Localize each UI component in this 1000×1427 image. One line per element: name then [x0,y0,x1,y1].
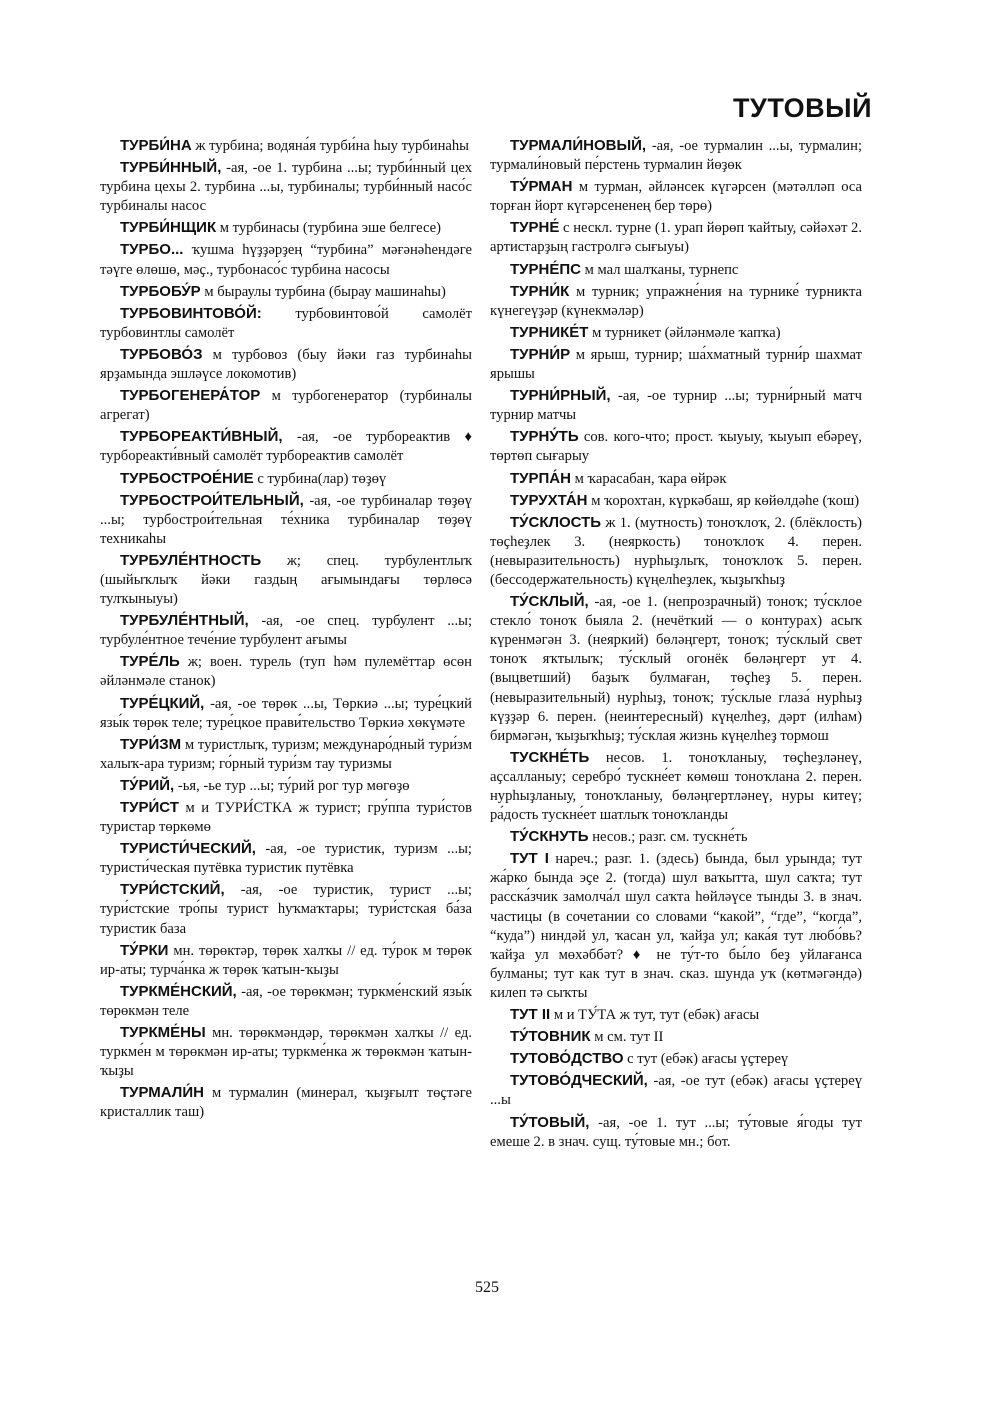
entry-headword: ТУРИСТИ́ЧЕСКИЙ, [120,840,256,858]
dictionary-entry [490,1005,862,1025]
entry-headword: ТУРБОВО́З [120,345,203,363]
entry-headword: ТУТОВО́ДСТВО [510,1050,624,1068]
entry-definition: м турбинасы (турбина эше белгесе) [219,220,441,237]
entry-definition: м и ТУ́ТА ж тут, тут (ебәк) ағасы [553,1007,760,1024]
entry-headword: ТУ́ТОВНИК [510,1028,591,1046]
entry-definition: -ья, -ье тур ...ы; ту́рий рог тур мөгөҙө [177,777,410,794]
entry-headword: ТУТ II [510,1006,551,1024]
entry-definition: -ая, -ое турмалин ...ы, турмалин; турмали́новый пе́рстень турмалин йөҙөк [490,138,862,174]
entry-definition: м турбогенератор (турбиналы агрегат) [100,388,472,424]
dictionary-entry [100,1023,472,1081]
entry-definition: -ая, -ое 1. (непрозрачный) тоноҡ; ту́склое стекло́ тоноҡ быяла 2. (нечёткий — о контурах) асыҡ күренмәгән 3. (неяркий) бөләңгерт, тоноҡ; ту́склый свет тоноҡ яҡтылыҡ; ту́склый огонёк бөләңгерт ут 4. (выцветший) баҙыҡ булмаған, төҫһеҙ 5. перен. (невыразительный) нурһыҙ, тоноҡ; ту́склые глаза́ нурһыҙ күҙҙәр 6. перен. (неинтересный) күңелһеҙ, дәрт (илһам) бирмәгән, ҡыҙыҡһыҙ; ту́склая жизнь күңелһеҙ тормош [490,594,862,744]
dictionary-entry [490,345,862,384]
entry-headword: ТУРУХТА́Н [510,491,588,509]
dictionary-entry [490,592,862,746]
entry-headword: ТУ́СКЛЫЙ, [510,593,589,611]
dictionary-entry [490,748,862,825]
dictionary-entry [100,491,472,549]
entry-headword: ТУРПА́Н [510,469,571,487]
dictionary-entry [490,1113,862,1152]
entry-headword: ТУТ I [510,850,549,868]
dictionary-entry [100,839,472,878]
entry-definition: с нескл. турне (1. урап йөрөп ҡайтыу, сәйәхәт 2. артистарҙың гастролгә сығыуы) [490,220,862,256]
entry-definition: -ая, -ое турнир ...ы; турни́рный матч турнир матчы [490,388,862,424]
dictionary-entry [100,941,472,980]
dictionary-entry [490,491,862,511]
entry-definition: -ая, -ое тут (ебәк) ағасы үҫтереү ...ы [490,1073,862,1109]
dictionary-entry [100,386,472,425]
dictionary-entry [490,827,862,847]
entry-definition: ҡушма һүҙҙәрҙең “турбина” мәғәнәһендәге тәүге өлөшө, мәҫ., турбонасо́с турбина насосы [100,242,472,278]
entry-definition: м см. тут II [594,1029,664,1046]
entry-definition: м турмалин (минерал, ҡыҙғылт төҫтәге кристаллик таш) [100,1085,472,1121]
entry-headword: ТУ́СКЛОСТЬ [510,513,602,531]
entry-headword: ТУСКНЕ́ТЬ [510,748,590,766]
entry-definition: -ая, -ое турбиналар төҙөү ...ы; турбострои́тельная те́хника турбиналар төҙөү техникаһы [100,492,472,547]
dictionary-entry [490,260,862,280]
entry-definition: м ярыш, турнир; ша́хматный турни́р шахмат ярышы [490,346,862,383]
dictionary-entry [490,282,862,321]
entry-definition: м турман, әйләнсек күгәрсен (мәтәлләп оса торған йорт күгәрсененең бер төрө) [490,179,862,215]
dictionary-entry [100,218,472,238]
dictionary-entry [490,136,862,175]
dictionary-entry [100,735,472,774]
right-column [490,136,862,1154]
dictionary-entry [490,513,862,590]
dictionary-entry [100,136,472,156]
entry-definition: м ҡорохтан, күркәбаш, яр көйөлдәһе (ҡош) [591,492,860,509]
entry-definition: -ая, -ое турбореактив ♦ турбореакти́вный самолёт турбореактив самолёт [100,429,472,465]
entry-headword: ТУРНИ́К [510,282,570,300]
entry-headword: ТУРНЕ́ПС [510,260,581,278]
entry-headword: ТУРБОВИНТОВО́Й: [120,304,262,322]
entry-definition: -ая, -ое туристик, туризм ...ы; туристи́ческая путёвка туристик путёвка [100,841,472,877]
entry-definition: -ая, -ое төрөкмән; туркме́нский язы́к төрөкмән теле [100,983,472,1019]
dictionary-entry [100,880,472,938]
dictionary-entry [100,982,472,1021]
entry-headword: ТУРБОСТРОЕ́НИЕ [120,469,254,487]
entry-headword: ТУРНИКЕ́Т [510,323,589,341]
entry-headword: ТУ́РКИ [120,941,169,959]
dictionary-entry [490,386,862,425]
entry-definition: м и ТУРИ́СТКА ж турист; гру́ппа тури́стов туристар төркөмө [100,800,472,836]
entry-definition: -ая, -ое 1. тут ...ы; ту́товые я́годы тут емеше 2. в знач. сущ. ту́товые мн.; бот. [490,1114,862,1150]
entry-definition: -ая, -ое спец. турбулент ...ы; турбуле́нтное тече́ние турбулент ағымы [100,613,472,649]
entry-headword: ТУРБУЛЕ́НТНОСТЬ [120,551,262,569]
dictionary-entry [100,427,472,466]
entry-definition: с турбина(лар) төҙөү [257,470,387,487]
entry-definition: ж; спец. турбулентлыҡ (шыйыҡлыҡ йәки газдың ағымындағы төрлөсә тулҡыныуы) [100,552,472,608]
entry-definition: -ая, -ое 1. турбина ...ы; турби́нный цех турбина цехы 2. турбина ...ы, турбиналы; турби́нный насо́с турбиналы насос [100,160,472,215]
dictionary-entry [490,323,862,343]
entry-headword: ТУРМАЛИ́Н [120,1084,204,1102]
entry-definition: с тут (ебәк) ағасы үҫтереү [627,1051,789,1068]
entry-headword: ТУРНЕ́ [510,219,560,237]
entry-headword: ТУРЕ́ЛЬ [120,653,180,671]
entry-headword: ТУРИ́СТ [120,799,179,816]
dictionary-entry [100,611,472,650]
entry-headword: ТУРБОСТРОИ́ТЕЛЬНЫЙ, [120,491,304,509]
dictionary-entry [490,1071,862,1110]
entry-headword: ТУРБОРЕАКТИ́ВНЫЙ, [120,428,283,446]
dictionary-entry [490,177,862,216]
entry-definition: -ая, -ое төрөк ...ы, Төркиә ...ы; туре́цкий язы́к төрөк теле; туре́цкое прави́тельство Төркиә хөкүмәте [100,695,472,731]
entry-definition: сов. кого-что; прост. ҡыуыу, ҡыуып ебәреү, төртөп сығарыу [490,429,862,465]
left-column [100,136,472,1125]
entry-definition: м быраулы турбина (бырау машинаһы) [204,283,446,300]
entry-headword: ТУРБУЛЕ́НТНЫЙ, [120,612,249,630]
running-head: ТУТОВЫЙ [733,93,872,123]
dictionary-entry [100,304,472,343]
entry-definition: турбовинтово́й самолёт турбовинтлы самолёт [100,305,472,341]
dictionary-entry [100,694,472,733]
entry-headword: ТУРКМЕ́НЫ [120,1024,206,1042]
entry-headword: ТУРМАЛИ́НОВЫЙ, [510,137,647,154]
entry-headword: ТУРБИ́НА [120,137,192,154]
entry-definition: ж; воен. турель (туп һәм пулемёттар өсөн әйләнмәле станок) [100,654,472,690]
dictionary-entry [100,345,472,384]
entry-headword: ТУРИ́СТСКИЙ, [120,881,225,899]
entry-definition: несов.; разг. см. тускне́ть [592,829,748,846]
dictionary-entry [490,427,862,466]
entry-headword: ТУ́РМАН [510,178,573,196]
entry-headword: ТУРНИ́РНЫЙ, [510,387,611,405]
entry-headword: ТУРБОГЕНЕРА́ТОР [120,387,261,405]
entry-definition: м турник; упражне́ния на турнике́ турникта күнегеүҙәр (күнекмәләр) [490,283,862,319]
dictionary-entry [490,1027,862,1047]
entry-headword: ТУ́РИЙ, [120,776,175,794]
entry-headword: ТУРНИ́Р [510,345,571,363]
dictionary-entry [490,1049,862,1069]
entry-definition: мн. төрөктәр, төрөк халҡы // ед. ту́рок м төрөк ир-аты; турча́нка ж төрөк ҡатын-ҡыҙы [100,942,472,978]
dictionary-entry [490,469,862,489]
entry-headword: ТУРБИ́НЩИК [120,219,217,237]
entry-definition: м туристлыҡ, туризм; междунаро́дный тури́зм халыҡ-ара туризм; го́рный тури́зм тау туризмы [100,736,472,772]
dictionary-entry [100,282,472,302]
dictionary-entry [100,1083,472,1122]
dictionary-entry [100,776,472,796]
entry-definition: ж 1. (мутность) тоноҡлоҡ, 2. (блёклость) төҫһеҙлек 3. (неяркость) тоноҡлоҡ 4. перен. (невыразительность) нурһыҙлыҡ, тоноҡлоҡ 5. перен. (бессодержательность) күңелһеҙлек, ҡыҙыҡһыҙ [490,514,862,588]
entry-headword: ТУРКМЕ́НСКИЙ, [120,982,237,1000]
entry-headword: ТУРНУ́ТЬ [510,428,579,446]
entry-definition: м турникет (әйләнмәле ҡапҡа) [592,324,781,341]
entry-headword: ТУ́СКНУТЬ [510,828,589,846]
entry-headword: ТУРЕ́ЦКИЙ, [120,694,205,712]
dictionary-entry [100,469,472,489]
dictionary-entry [100,652,472,691]
entry-definition: м турбовоз (быу йәки газ турбинаһы ярҙамында эшләүсе локомотив) [100,346,472,383]
page-number: 525 [475,1279,499,1296]
entry-headword: ТУРБИ́ННЫЙ, [120,159,222,177]
entry-definition: -ая, -ое туристик, турист ...ы; тури́стские тро́пы турист һуҡмаҡтары; тури́стская ба́за туристик база [100,882,472,937]
entry-definition: м ҡарасабан, ҡара өйрәк [574,470,727,487]
entry-definition: м мал шалҡаны, турнепс [584,261,739,278]
entry-headword: ТУРИ́ЗМ [120,735,182,753]
entry-headword: ТУТОВО́ДЧЕСКИЙ, [510,1072,648,1090]
dictionary-entry [100,158,472,216]
entry-definition: мн. төрөкмәндәр, төрөкмән халҡы // ед. туркме́н м төрөкмән ир-аты; туркме́нка ж төрөкмән ҡатын-ҡыҙы [100,1025,472,1080]
entry-definition: нареч.; разг. 1. (здесь) бында, был урында; тут жа́рко бында эҫе 2. (тогда) шул ваҡытта, шул саҡта; тут расска́зчик замолча́л шул саҡта һөйләүсе тынды 3. в знач. частицы (в сочетании со словами “какой”, “где”, “когда”, “куда”) ниндәй ул, ҡасан ул, ҡайҙа ул; кака́я тут любо́вь? ҡайҙа ул мөхәббәт? ♦ не ту́т-то бы́ло беҙ уйлағанса булманы; тут как тут в знач. сказ. шунда уҡ (көтмәгәндә) килеп тә сыҡты [490,851,862,1001]
dictionary-entry [490,218,862,257]
entry-headword: ТУРБО... [120,241,184,259]
entry-definition: ж турбина; водяна́я турби́на һыу турбинаһы [195,138,469,154]
entry-headword: ТУРБОБУ́Р [120,282,201,300]
dictionary-entry [490,849,862,1003]
dictionary-entry [100,551,472,609]
entry-headword: ТУ́ТОВЫЙ, [510,1113,590,1131]
entry-definition: несов. 1. тоноҡланыу, төҫһеҙләнеү, аҫсалланыу; серебро́ тускне́ет көмөш тоноҡлана 2. перен. нурһыҙланыу, тоноҡланыу, бөләңгертләнеү, нуры китеү; ра́дость тускне́ет шатлыҡ тоноҡланды [490,749,862,824]
dictionary-entry [100,798,472,837]
dictionary-entry [100,240,472,279]
